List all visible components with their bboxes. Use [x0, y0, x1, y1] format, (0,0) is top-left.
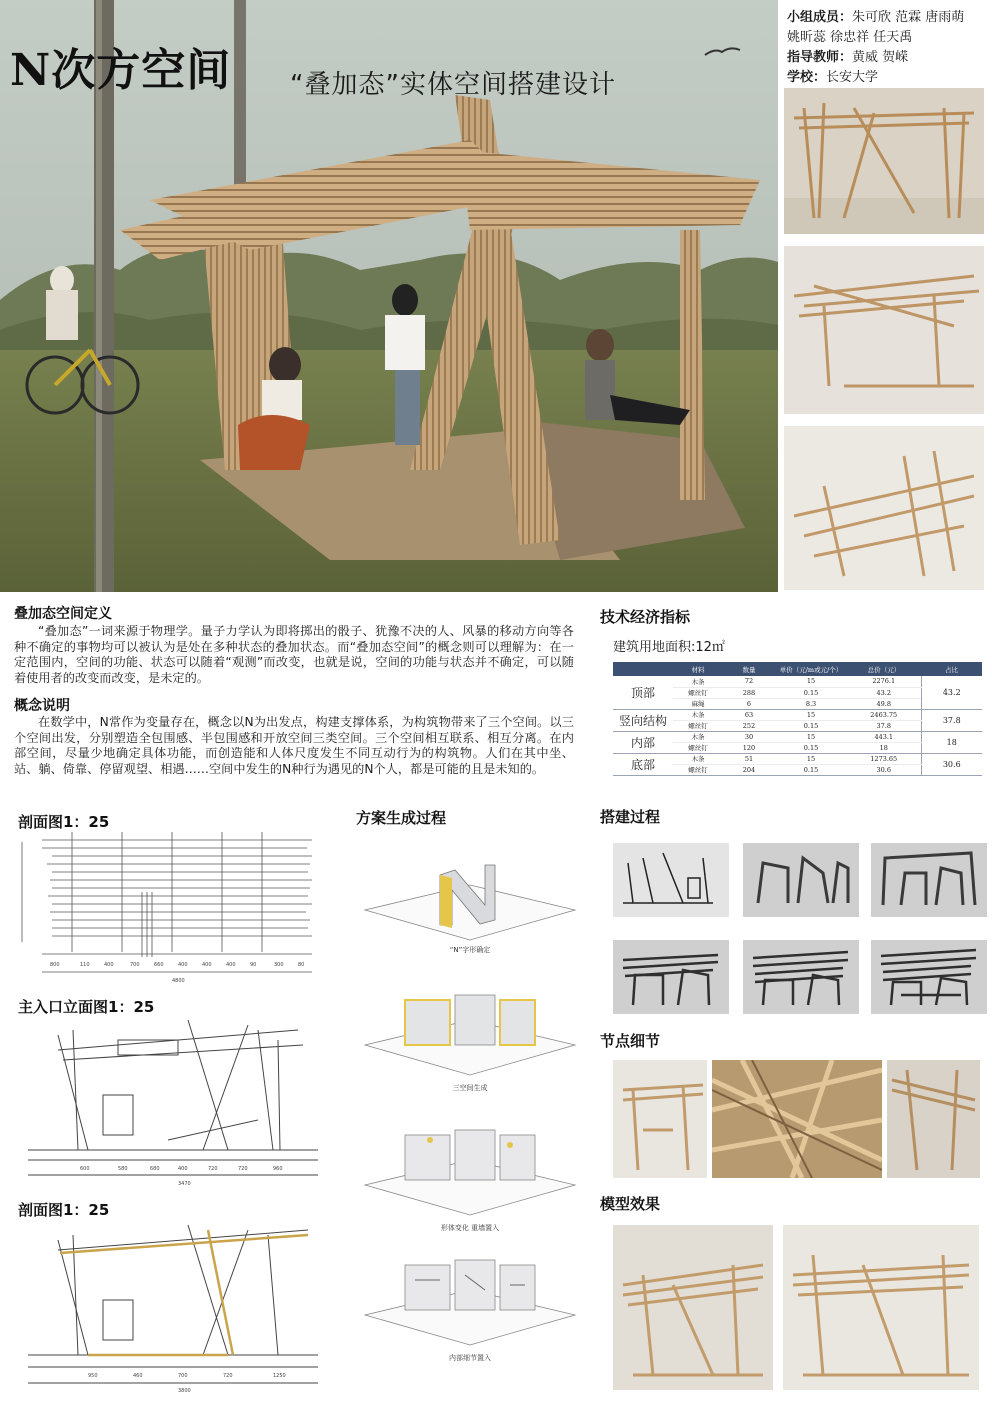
model-photo-1: [784, 88, 984, 234]
elevation-drawing: [18, 1010, 330, 1190]
table-cell: 49.8: [847, 698, 921, 709]
table-cell: 螺丝钉: [673, 764, 723, 775]
table-cell: 37.8: [847, 720, 921, 731]
table-cell: 麻绳: [673, 698, 723, 709]
model-effect-photo-2-image: [783, 1225, 979, 1390]
table-cell: 0.15: [775, 720, 847, 731]
dim-label: 800: [50, 962, 60, 968]
table-col: 材料: [673, 662, 723, 676]
node-photo-1: [613, 1060, 707, 1178]
tech-table: [613, 662, 982, 776]
dim-label: 400: [226, 962, 236, 968]
node-photo-3-image: [887, 1060, 980, 1178]
model-photo-2-image: [784, 246, 984, 414]
page-subtitle: “叠加态”实体空间搭建设计: [290, 70, 616, 100]
members-label: 小组成员：: [787, 10, 853, 25]
construction-step-1: [613, 843, 729, 917]
dim-label: 400: [104, 962, 114, 968]
dim-label: 400: [178, 1166, 188, 1172]
table-col: 数量: [723, 662, 775, 676]
dim-label: 700: [178, 1373, 188, 1379]
table-col: 单价（元/m或元/个）: [775, 662, 847, 676]
dim-label: 720: [223, 1373, 233, 1379]
table-col: 总价（元）: [847, 662, 921, 676]
generation-steps-illustration: [360, 840, 578, 1395]
table-cell: 15: [775, 676, 847, 687]
dim-label: 580: [118, 1166, 128, 1172]
concept-heading: 概念说明: [14, 698, 70, 714]
tech-heading: 技术经济指标: [600, 608, 691, 626]
tech-table-header: [613, 662, 982, 676]
dim-label: 660: [154, 962, 164, 968]
table-cell: 0.15: [775, 764, 847, 775]
advisor-row: [787, 48, 987, 68]
model-heading: 模型效果: [600, 1195, 661, 1213]
model-effect-photo-2: [783, 1225, 979, 1390]
dim-label: 460: [133, 1373, 143, 1379]
advisor-label: 指导教师：: [787, 50, 853, 65]
section2-lines: [18, 1215, 330, 1395]
table-cell: 螺丝钉: [673, 687, 723, 698]
dim-label: 80: [298, 962, 305, 968]
members-row: [787, 8, 987, 28]
construction-step-5-image: [743, 940, 859, 1014]
table-cell: 120: [723, 742, 775, 753]
group-name: 内部: [613, 731, 673, 753]
table-cell: 63: [723, 709, 775, 720]
page-title: N次方空间: [10, 45, 232, 96]
node-photo-1-image: [613, 1060, 707, 1178]
table-cell: 0.15: [775, 742, 847, 753]
table-row: [613, 709, 982, 720]
dim-total: 4800: [172, 978, 185, 984]
table-cell: 252: [723, 720, 775, 731]
advisor-value: 黄威 贺嵘: [852, 50, 909, 65]
node-photo-3: [887, 1060, 980, 1178]
dim-label: 400: [202, 962, 212, 968]
node-heading: 节点细节: [600, 1032, 661, 1050]
generation-diagram: [360, 840, 578, 1395]
generation-step-label: “N”字形确定: [449, 946, 491, 954]
dim-label: 90: [250, 962, 257, 968]
construction-heading: 搭建过程: [600, 808, 661, 826]
dim-label: 700: [130, 962, 140, 968]
table-cell: 木条: [673, 731, 723, 742]
model-photo-3-image: [784, 426, 984, 590]
school-value: 长安大学: [826, 70, 879, 85]
dim-label: 110: [80, 962, 90, 968]
elevation-lines: [18, 1010, 330, 1190]
construction-step-4: [613, 940, 729, 1014]
construction-step-4-image: [613, 940, 729, 1014]
dim-label: 950: [88, 1373, 98, 1379]
dim-label: 720: [238, 1166, 248, 1172]
table-cell: 30.6: [847, 764, 921, 775]
definition-text: “叠加态”一词来源于物理学。量子力学认为即将掷出的骰子、犹豫不决的人、风暴的移动方向等各种不确定的事物均可以被认为是处在多种状态的叠加状态。而“叠加态空间”的概念则可以理解为：在一定范围内，空间的功能、状态可以随着“观测”而改变，也就是说，空间的功能与状态并不确定，可以随着使用者的改变而改变，是未定的。: [14, 624, 574, 685]
section1-drawing: [12, 832, 330, 984]
table-cell: 木条: [673, 753, 723, 764]
table-cell: 15: [775, 731, 847, 742]
table-cell: 288: [723, 687, 775, 698]
table-cell: 木条: [673, 676, 723, 687]
dim-label: 1250: [273, 1373, 286, 1379]
table-cell: 8.3: [775, 698, 847, 709]
section2-drawing: [18, 1215, 330, 1395]
table-cell: 2276.1: [847, 676, 921, 687]
model-photo-2: [784, 246, 984, 414]
elevation-heading: 主入口立面图1：25: [18, 998, 155, 1016]
table-cell: 2463.75: [847, 709, 921, 720]
table-cell: 1273.65: [847, 753, 921, 764]
table-row: [613, 753, 982, 764]
construction-step-2-image: [743, 843, 859, 917]
table-cell: 43.2: [847, 687, 921, 698]
group-pct: 37.8: [921, 709, 982, 731]
construction-step-2: [743, 843, 859, 917]
dim-label: 600: [80, 1166, 90, 1172]
dim-label: 960: [273, 1166, 283, 1172]
table-cell: 30: [723, 731, 775, 742]
model-photo-3: [784, 426, 984, 590]
node-photo-2-image: [712, 1060, 882, 1178]
section1-lines: [12, 832, 330, 984]
generation-step-label: 形体变化 重墙置入: [440, 1224, 500, 1232]
construction-step-3: [871, 843, 987, 917]
table-row: [613, 676, 982, 687]
credits-block: [787, 8, 987, 88]
model-effect-photo-1-image: [613, 1225, 773, 1390]
table-cell: 204: [723, 764, 775, 775]
definition-heading: 叠加态空间定义: [14, 606, 112, 622]
dim-label: 720: [208, 1166, 218, 1172]
dim-total: 3800: [178, 1388, 191, 1394]
group-pct: 43.2: [921, 676, 982, 709]
model-photo-1-image: [784, 88, 984, 234]
construction-step-5: [743, 940, 859, 1014]
dim-label: 680: [150, 1166, 160, 1172]
construction-step-6-image: [871, 940, 987, 1014]
table-cell: 6: [723, 698, 775, 709]
section1-heading: 剖面图1：25: [18, 813, 110, 831]
dim-label: 400: [178, 962, 188, 968]
table-cell: 18: [847, 742, 921, 753]
school-row: [787, 68, 987, 88]
table-cell: 0.15: [775, 687, 847, 698]
table-cell: 15: [775, 753, 847, 764]
generation-step-label: 内部细节置入: [449, 1354, 491, 1362]
generation-step-label: 三空间生成: [452, 1084, 488, 1092]
members-line2: 姚昕蕊 徐忠祥 任天禹: [787, 30, 913, 45]
construction-step-3-image: [871, 843, 987, 917]
table-cell: 72: [723, 676, 775, 687]
members-line1: 朱可欣 范霖 唐雨萌: [852, 10, 965, 25]
table-row: [613, 731, 982, 742]
table-cell: 木条: [673, 709, 723, 720]
construction-step-6: [871, 940, 987, 1014]
table-col: [613, 662, 673, 676]
table-cell: 443.1: [847, 731, 921, 742]
group-name: 底部: [613, 753, 673, 775]
generation-heading: 方案生成过程: [356, 809, 447, 827]
school-label: 学校：: [787, 70, 827, 85]
group-pct: 30.6: [921, 753, 982, 775]
group-name: 顶部: [613, 676, 673, 709]
table-cell: 51: [723, 753, 775, 764]
construction-step-1-image: [613, 843, 729, 917]
dim-total: 3470: [178, 1181, 191, 1187]
dim-label: 300: [274, 962, 284, 968]
section2-heading: 剖面图1：25: [18, 1201, 110, 1219]
site-area-label: 建筑用地面积:12㎡: [613, 640, 725, 655]
concept-text: 在数学中，N常作为变量存在，概念以N为出发点，构建支撑体系，为构筑物带来了三个空间。以三个空间出发，分别塑造全包围感、半包围感和开放空间三类空间。三个空间相互联系、相互分离。在内部空间，尽量少地确定具体功能，而创造能和人体尺度发生不同互动行为的构筑物。人们在其中坐、站、躺、倚靠、停留观望、相遇……空间中发生的N种行为遇见的N个人，都是可能的且是未知的。: [14, 715, 574, 776]
table-cell: 螺丝钉: [673, 720, 723, 731]
table-cell: 螺丝钉: [673, 742, 723, 753]
group-name: 竖向结构: [613, 709, 673, 731]
table-cell: 15: [775, 709, 847, 720]
model-effect-photo-1: [613, 1225, 773, 1390]
table-col: 占比: [921, 662, 982, 676]
node-photo-2: [712, 1060, 882, 1178]
group-pct: 18: [921, 731, 982, 753]
